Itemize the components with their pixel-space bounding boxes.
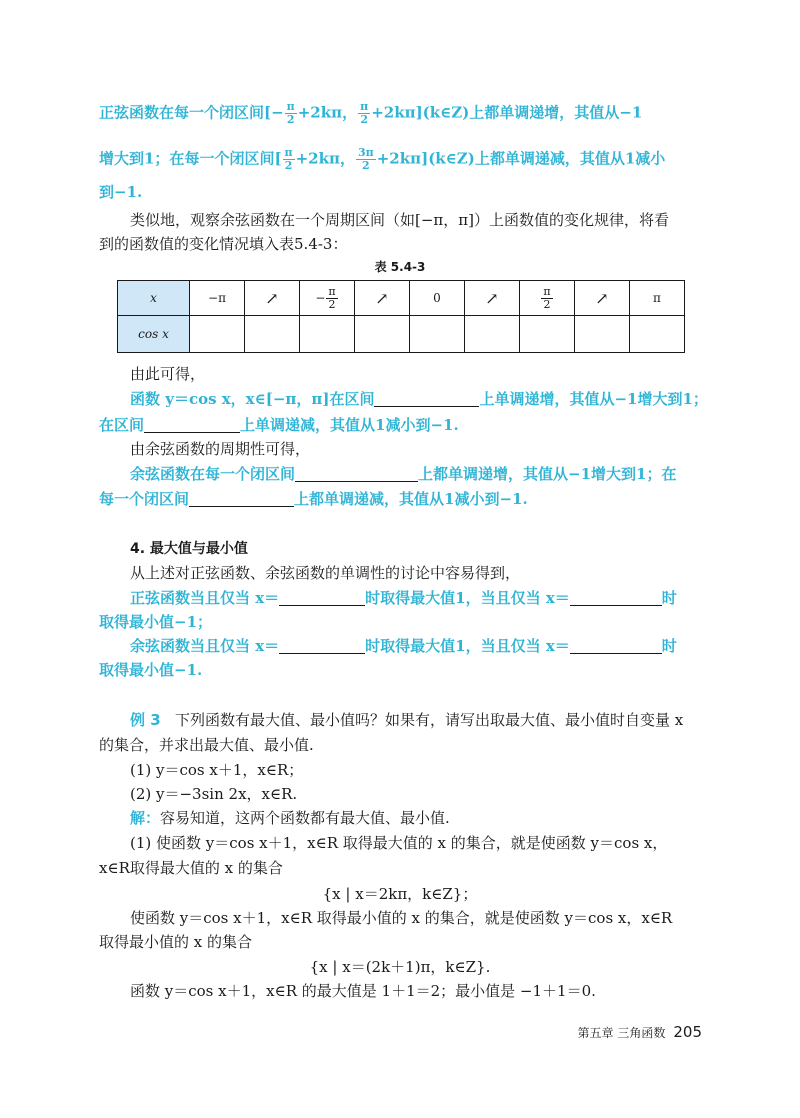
paragraph-line: (1) 使函数 y＝cos x＋1，x∈R 取得最大值的 x 的集合，就是使函数 y＝cos x，	[130, 834, 668, 852]
table-header-x: x	[118, 281, 190, 316]
paragraph-line: 由此可得，	[130, 365, 206, 383]
fill-blank[interactable]	[570, 589, 662, 606]
paragraph-line: 从上述对正弦函数、余弦函数的单调性的讨论中容易得到，	[130, 564, 521, 582]
text-fragment: +2kπ](k∈Z)上都单调递减，其值从1减小	[376, 149, 666, 168]
text-fragment: 上单调递增，其值从−1增大到1；	[479, 390, 708, 408]
text-fragment: +2kπ，	[295, 149, 355, 168]
table-row	[118, 316, 685, 353]
fill-blank[interactable]	[189, 490, 294, 507]
example-question-2: (2) y＝−3sin 2x，x∈R.	[130, 785, 298, 803]
cosine-periodic-decreasing	[99, 488, 528, 510]
text-fragment: 函数 y＝cos x，x∈[−π，π]在区间	[130, 390, 375, 408]
table-cell-empty[interactable]	[575, 316, 630, 353]
set-expression: {x | x＝(2k＋1)π，k∈Z}.	[309, 958, 491, 976]
fill-blank[interactable]	[570, 637, 662, 654]
table-cell-empty[interactable]	[300, 316, 355, 353]
table-cell-empty[interactable]	[520, 316, 575, 353]
table-cell-empty[interactable]	[190, 316, 245, 353]
table-header-cosx: cos x	[118, 316, 190, 353]
table-row	[118, 281, 685, 316]
table-cell-empty[interactable]	[630, 316, 685, 353]
paragraph-line: 取得最小值的 x 的集合	[99, 933, 252, 951]
set-expression: {x | x＝2kπ，k∈Z}；	[322, 885, 478, 903]
text-fragment: 时取得最大值1，当且仅当 x＝	[365, 589, 570, 607]
text-fragment: 余弦函数在每一个闭区间	[130, 465, 296, 483]
table-cell-empty[interactable]	[465, 316, 520, 353]
paragraph-line: 由余弦函数的周期性可得，	[130, 440, 311, 458]
fill-blank[interactable]	[279, 589, 365, 606]
fraction-pi-over-2: $\frac{\pi}{2}$	[284, 146, 293, 172]
text-fragment: +2kπ](k∈Z)上都单调递增，其值从−1	[371, 103, 643, 122]
paragraph-line: 使函数 y＝cos x＋1，x∈R 取得最小值的 x 的集合，就是使函数 y＝cos x，x∈R	[130, 909, 673, 927]
page-footer	[578, 1023, 702, 1041]
text-fragment: 增大到1；在每一个闭区间[	[99, 149, 282, 168]
sine-decreasing-end: 到−1.	[99, 183, 143, 201]
text-fragment: 时取得最大值1，当且仅当 x＝	[365, 637, 570, 655]
table-caption: 表 5.4-3	[374, 260, 426, 274]
page-number: 205	[673, 1023, 702, 1041]
cosine-decreasing-interval	[99, 414, 459, 436]
text-fragment: 在区间	[99, 416, 145, 434]
increase-arrow-icon: ↗	[465, 281, 520, 316]
text-fragment: 容易知道，这两个函数都有最大值、最小值.	[160, 809, 450, 827]
table-cell-empty[interactable]	[245, 316, 300, 353]
sine-decreasing-statement	[99, 147, 665, 172]
increase-arrow-icon: ↗	[575, 281, 630, 316]
example-3-prompt	[130, 709, 683, 731]
cosine-table	[117, 280, 685, 353]
table-cell-empty[interactable]	[410, 316, 465, 353]
text-fragment: 下列函数有最大值、最小值吗？如果有，请写出取最大值、最小值时自变量 x	[174, 711, 684, 729]
paragraph-line: x∈R取得最大值的 x 的集合	[99, 859, 283, 877]
fill-blank[interactable]	[279, 637, 365, 654]
solution-intro	[130, 807, 450, 829]
example-question-1: (1) y＝cos x＋1，x∈R；	[130, 761, 304, 779]
text-fragment: 时	[661, 637, 677, 655]
sine-extrema-end: 取得最小值−1；	[99, 613, 213, 631]
paragraph-line: 到的函数值的变化情况填入表5.4-3：	[99, 235, 348, 253]
text-fragment: 正弦函数当且仅当 x＝	[130, 589, 280, 607]
paragraph-line: 的集合，并求出最大值、最小值.	[99, 736, 314, 754]
cosine-increasing-interval	[130, 388, 708, 410]
fraction-pi-over-2: $\frac{\pi}{2}$	[360, 100, 369, 126]
example-label: 例 3	[130, 711, 161, 729]
text-fragment: 每一个闭区间	[99, 490, 190, 508]
table-cell: − $\frac{\pi}{2}$	[300, 281, 355, 316]
sine-increasing-statement	[99, 101, 642, 126]
chapter-title: 第五章 三角函数	[577, 1026, 666, 1040]
fraction-pi-over-2: $\frac{\pi}{2}$	[286, 100, 295, 126]
text-fragment: +2kπ，	[297, 103, 358, 122]
table-cell-empty[interactable]	[355, 316, 410, 353]
text-fragment: 上都单调递减，其值从1减小到−1.	[294, 490, 528, 508]
paragraph-line: 函数 y＝cos x＋1，x∈R 的最大值是 1＋1＝2；最小值是 −1＋1＝0.	[130, 982, 596, 1000]
table-cell: 0	[410, 281, 465, 316]
text-fragment: 正弦函数在每一个闭区间[−	[99, 103, 284, 122]
table-cell: $\frac{\pi}{2}$	[520, 281, 575, 316]
increase-arrow-icon: ↗	[245, 281, 300, 316]
cosine-periodic-increasing	[130, 463, 676, 485]
cosine-extrema-end: 取得最小值−1.	[99, 661, 203, 679]
table-cell: −π	[190, 281, 245, 316]
sine-extrema-statement	[130, 587, 677, 609]
fill-blank[interactable]	[295, 465, 418, 482]
table-cell: π	[630, 281, 685, 316]
increase-arrow-icon: ↗	[355, 281, 410, 316]
paragraph-line: 类似地，观察余弦函数在一个周期区间（如[−π，π]）上函数值的变化规律，将看	[130, 211, 669, 229]
solution-label: 解：	[130, 809, 161, 827]
fill-blank[interactable]	[374, 390, 479, 407]
text-fragment: 上都单调递增，其值从−1增大到1；在	[418, 465, 677, 483]
fill-blank[interactable]	[144, 416, 240, 433]
fraction-3pi-over-2: $\frac{3\pi}{2}$	[358, 146, 374, 172]
section-heading: 4. 最大值与最小值	[130, 541, 248, 557]
text-fragment: 时	[661, 589, 677, 607]
text-fragment: 上单调递减，其值从1减小到−1.	[240, 416, 459, 434]
text-fragment: 余弦函数当且仅当 x＝	[130, 637, 280, 655]
cosine-extrema-statement	[130, 635, 677, 657]
